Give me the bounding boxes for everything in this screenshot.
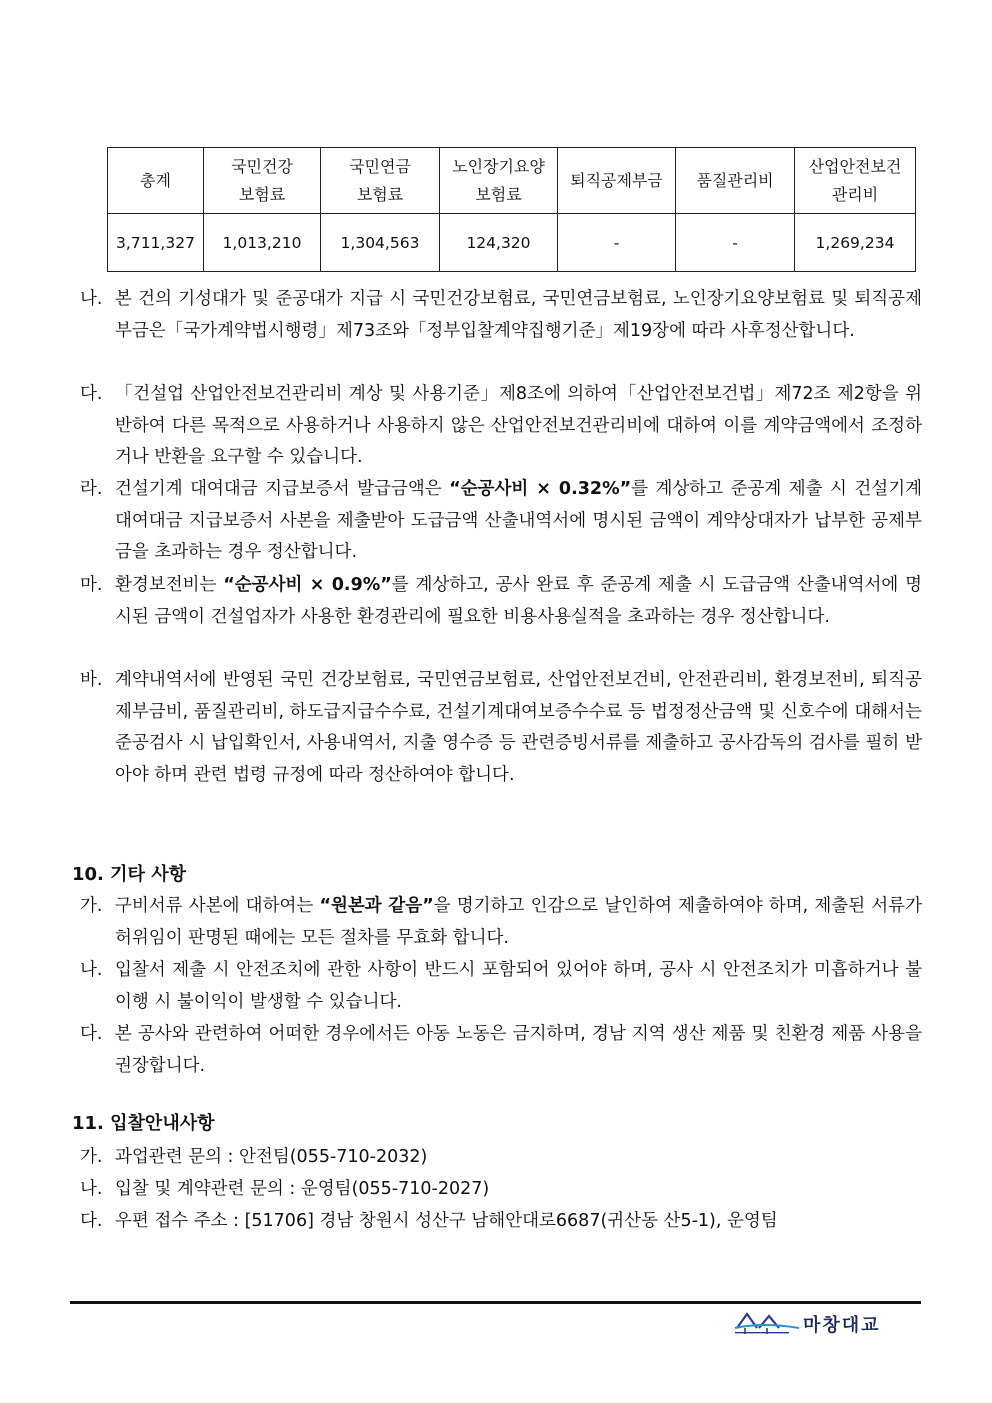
logo-text: 마창대교	[803, 1315, 881, 1336]
paragraph-ra	[80, 474, 922, 569]
value-pension-insurance: 1,304,563	[321, 214, 440, 272]
paragraph-marker: 나.	[80, 960, 103, 980]
value-total: 3,711,327	[108, 214, 204, 272]
bold-phrase: “원본과 같음”	[319, 896, 434, 916]
section11-item-na	[80, 1175, 940, 1203]
paragraph-marker: 다.	[80, 384, 103, 404]
section10-item-na	[80, 955, 922, 1018]
item-marker: 나.	[80, 1179, 103, 1199]
paragraph-text: 구비서류 사본에 대하여는 “원본과 같음”을 명기하고 인감으로 날인하여 제출하여야 하며, 제출된 서류가 허위임이 판명된 때에는 모든 절차를 무효화 합니다.	[115, 896, 922, 948]
paragraph-na	[80, 284, 922, 347]
machang-bridge-logo	[733, 1310, 923, 1338]
header-long-term-care: 노인장기요양 보험료	[440, 148, 558, 214]
paragraph-text: 본 건의 기성대가 및 준공대가 지급 시 국민건강보험료, 국민연금보험료, 노인장기요양보험료 및 퇴직공제부금은「국가계약법시행령」제73조와「정부입찰계약집행기준」제19장에 따라 사후정산합니다.	[115, 289, 922, 341]
paragraph-text: 건설기계 대여대금 지급보증서 발급금액은 “순공사비 × 0.32%”를 계상하고 준공계 제출 시 건설기계 대여대금 지급보증서 사본을 제출받아 도급금액 산출내역서에 명시된 금액이 계약상대자가 납부한 공제부금을 초과하는 경우 정산합니다.	[115, 479, 923, 562]
item-marker: 다.	[80, 1211, 103, 1231]
section10-item-da	[80, 1019, 922, 1082]
section-11-title: 11. 입찰안내사항	[72, 1113, 215, 1134]
paragraph-ba	[80, 665, 922, 791]
fee-table-header-row	[108, 148, 916, 214]
paragraph-text: 본 공사와 관련하여 어떠한 경우에서든 아동 노동은 금지하며, 경남 지역 생산 제품 및 친환경 제품 사용을 권장합니다.	[115, 1024, 922, 1076]
item-text: 과업관련 문의 : 안전팀(055-710-2032)	[115, 1147, 428, 1167]
paragraph-text: 계약내역서에 반영된 국민 건강보험료, 국민연금보험료, 산업안전보건비, 안전관리비, 환경보전비, 퇴직공제부금비, 품질관리비, 하도급지급수수료, 건설기계대여보증수수료 등 법정정산금액 및 신호수에 대해서는 준공검사 시 납입확인서, 사용내역서, 지출 영수증 등 관련증빙서류를 제출하고 공사감독의 검사를 필히 받아야 하며 관련 법령 규정에 따라 정산하여야 합니다.	[115, 670, 922, 785]
value-quality-management: -	[676, 214, 795, 272]
paragraph-marker: 나.	[80, 289, 103, 309]
paragraph-marker: 가.	[80, 896, 103, 916]
paragraph-marker: 라.	[80, 479, 103, 499]
fee-table	[107, 147, 916, 272]
section10-item-ga	[80, 891, 922, 954]
bold-formula: “순공사비 × 0.32%”	[449, 479, 632, 499]
bridge-logo-icon	[733, 1310, 803, 1338]
header-health-insurance: 국민건강 보험료	[204, 148, 321, 214]
header-safety-health: 산업안전보건 관리비	[795, 148, 916, 214]
paragraph-marker: 바.	[80, 670, 103, 690]
header-quality-management: 품질관리비	[676, 148, 795, 214]
value-long-term-care: 124,320	[440, 214, 558, 272]
value-retirement-deduction: -	[558, 214, 676, 272]
section11-item-ga	[80, 1143, 940, 1171]
header-retirement-deduction: 퇴직공제부금	[558, 148, 676, 214]
header-total: 총계	[108, 148, 204, 214]
section11-item-da	[80, 1207, 940, 1235]
paragraph-marker: 다.	[80, 1024, 103, 1044]
footer-divider	[70, 1301, 921, 1304]
fee-table-value-row	[108, 214, 916, 272]
header-pension-insurance: 국민연금 보험료	[321, 148, 440, 214]
paragraph-text: 「건설업 산업안전보건관리비 계상 및 사용기준」제8조에 의하여「산업안전보건법」제72조 제2항을 위반하여 다른 목적으로 사용하거나 사용하지 않은 산업안전보건관리비에 대하여 이를 계약금액에서 조정하거나 반환을 요구할 수 있습니다.	[115, 384, 922, 467]
paragraph-text: 입찰서 제출 시 안전조치에 관한 사항이 반드시 포함되어 있어야 하며, 공사 시 안전조치가 미흡하거나 불이행 시 불이익이 발생할 수 있습니다.	[115, 960, 922, 1012]
paragraph-ma	[80, 570, 922, 633]
section-10-title: 10. 기타 사항	[72, 864, 186, 885]
value-safety-health: 1,269,234	[795, 214, 916, 272]
item-marker: 가.	[80, 1147, 103, 1167]
value-health-insurance: 1,013,210	[204, 214, 321, 272]
paragraph-marker: 마.	[80, 575, 103, 595]
bold-formula: “순공사비 × 0.9%”	[223, 575, 392, 595]
paragraph-text: 환경보전비는 “순공사비 × 0.9%”를 계상하고, 공사 완료 후 준공계 제출 시 도급금액 산출내역서에 명시된 금액이 건설업자가 사용한 환경관리에 필요한 비용사용실적을 초과하는 경우 정산합니다.	[115, 575, 923, 627]
item-text: 입찰 및 계약관련 문의 : 운영팀(055-710-2027)	[115, 1179, 490, 1199]
item-text: 우편 접수 주소 : [51706] 경남 창원시 성산구 남해안대로6687(귀산동 산5-1), 운영팀	[115, 1211, 778, 1231]
paragraph-da	[80, 379, 922, 474]
